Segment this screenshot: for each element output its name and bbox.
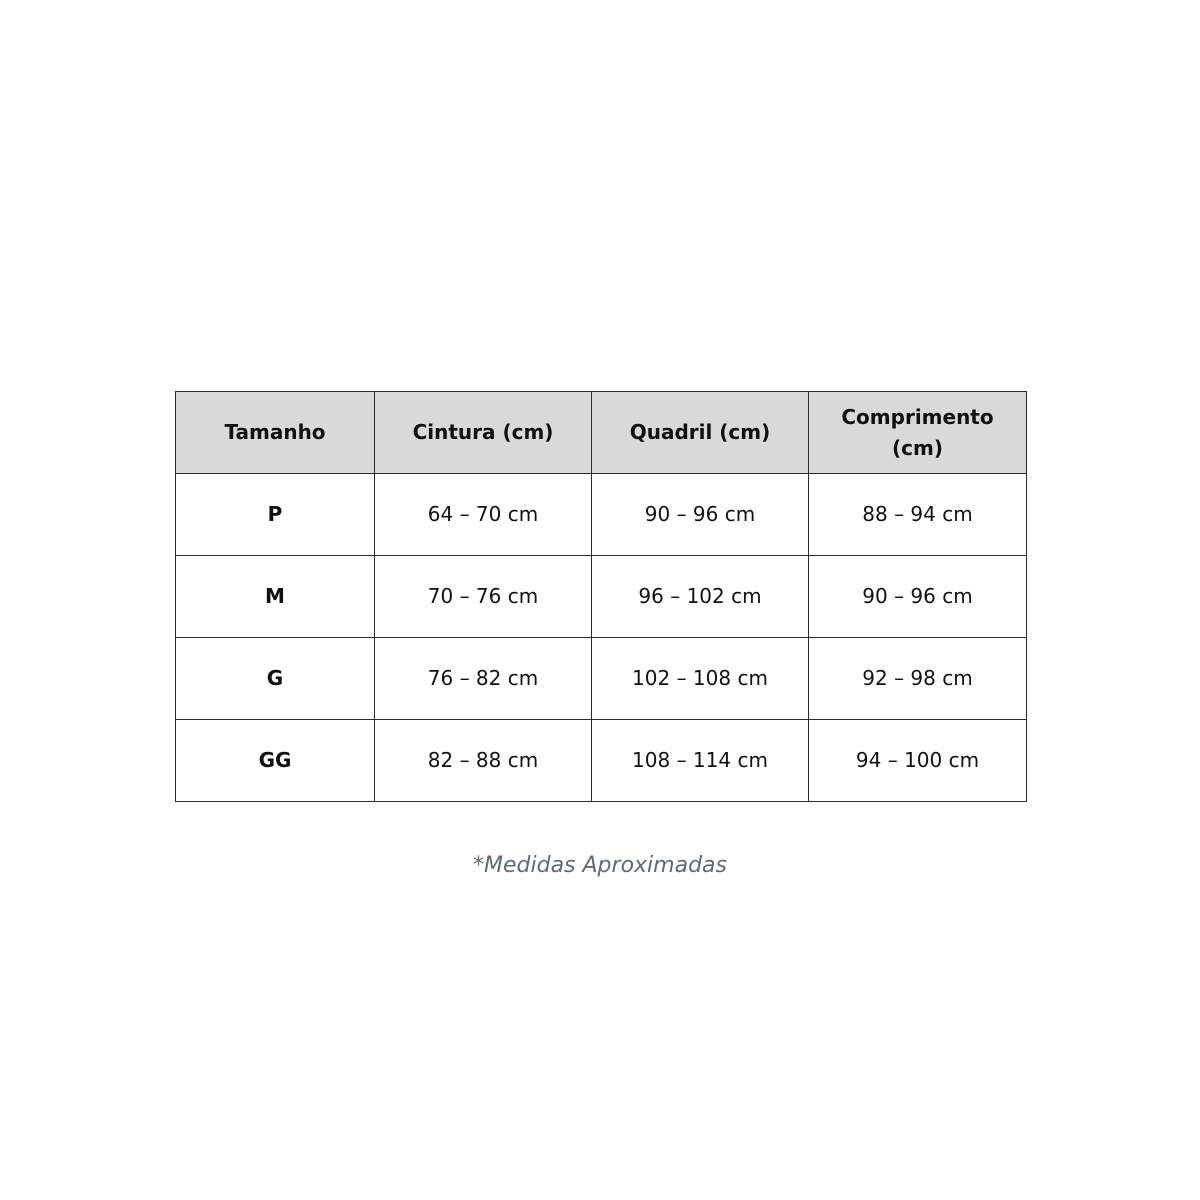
size-label: G <box>176 638 375 720</box>
waist-value: 70 – 76 cm <box>375 556 592 638</box>
header-size: Tamanho <box>176 392 375 474</box>
header-hip: Quadril (cm) <box>592 392 809 474</box>
size-chart-table <box>175 391 1027 802</box>
size-label: GG <box>176 720 375 802</box>
table-row <box>176 720 1027 802</box>
waist-value: 82 – 88 cm <box>375 720 592 802</box>
hip-value: 96 – 102 cm <box>592 556 809 638</box>
hip-value: 108 – 114 cm <box>592 720 809 802</box>
header-row <box>176 392 1027 474</box>
approximate-measurements-note: *Medidas Aproximadas <box>473 853 727 878</box>
header-length: Comprimento (cm) <box>809 392 1027 474</box>
header-waist: Cintura (cm) <box>375 392 592 474</box>
table-row <box>176 474 1027 556</box>
table-header <box>176 392 1027 474</box>
hip-value: 90 – 96 cm <box>592 474 809 556</box>
table-row <box>176 556 1027 638</box>
size-label: P <box>176 474 375 556</box>
waist-value: 64 – 70 cm <box>375 474 592 556</box>
table-body <box>176 474 1027 802</box>
size-label: M <box>176 556 375 638</box>
length-value: 92 – 98 cm <box>809 638 1027 720</box>
length-value: 94 – 100 cm <box>809 720 1027 802</box>
length-value: 88 – 94 cm <box>809 474 1027 556</box>
length-value: 90 – 96 cm <box>809 556 1027 638</box>
hip-value: 102 – 108 cm <box>592 638 809 720</box>
waist-value: 76 – 82 cm <box>375 638 592 720</box>
table-row <box>176 638 1027 720</box>
